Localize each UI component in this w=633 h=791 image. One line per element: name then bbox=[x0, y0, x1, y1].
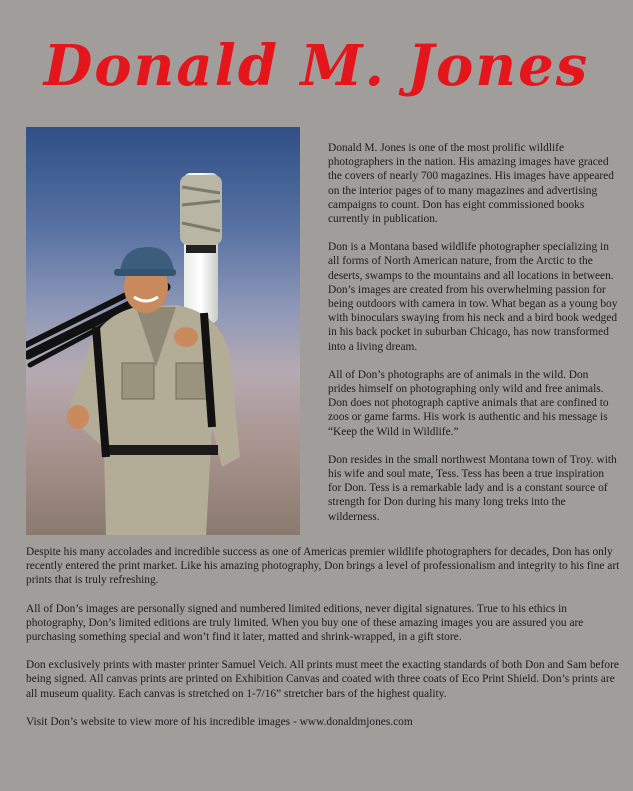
page-title: Donald M. Jones bbox=[43, 33, 590, 99]
bio-paragraph: Donald M. Jones is one of the most prolific wildlife photographers in the nation. His amazing images have graced the covers of nearly 700 magazines. His images have appeared on the interior pages of to many magazines and advertising campaigns to count. Don has eight commissioned books currently in publication. bbox=[328, 142, 614, 226]
bio-paragraph: Despite his many accolades and incredible success as one of Americas premier wildlife photographers for decades, Don has only recently entered the print market. Like his amazing photography, Don brings a level of professionalism and integrity to his fine art prints that is truly refreshing. bbox=[26, 546, 620, 587]
bio-paragraph: Don resides in the small northwest Montana town of Troy. with his wife and soul mate, Tess. Tess has been a true inspiration for Don. Tess is a remarkable lady and is a constant source of strength for Don during his many long treks into the wilderness. bbox=[328, 453, 617, 523]
website-line: Visit Don’s website to view more of his incredible images - www.donaldmjones.com bbox=[26, 715, 413, 728]
photographer-illustration bbox=[26, 127, 300, 535]
photographer-portrait bbox=[26, 127, 300, 535]
full-width-text bbox=[26, 545, 620, 743]
bio-paragraph: All of Don’s photographs are of animals in the wild. Don prides himself on photographing only wild and free animals. Don does not photograph captive animals that are confined to zoos or game farms. His work is authentic and his message is “Keep the Wild in Wildlife.” bbox=[328, 368, 609, 438]
bio-paragraph: Don exclusively prints with master printer Samuel Veich. All prints must meet the exacting standards of both Don and Sam before being signed. All canvas prints are printed on Exhibition Canvas and coated with three coats of Eco Print Shield. Don’s prints are all museum quality. Each canvas is stretched on 1-7/16” stretcher bars of the highest quality. bbox=[26, 659, 619, 700]
intro-column bbox=[328, 141, 618, 538]
bio-paragraph: All of Don’s images are personally signed and numbered limited editions, never digital signatures. True to his ethics in photography, Don’s limited editions are truly limited. When you buy one of these amazing images you are assured you are purchasing something special and won’t find it later, matted and shrink-wrapped, in a gift store. bbox=[26, 602, 584, 644]
bio-paragraph: Don is a Montana based wildlife photographer specializing in all forms of North American nature, from the Arctic to the deserts, swamps to the mountains and all locations in between. Don’s images are created from his overwhelming passion for being outdoors with camera in tow. What began as a young boy with binoculars swaying from his neck and a bird book wedged in his back pocket in suburban Chicago, has now transformed into a living dream. bbox=[328, 241, 618, 353]
